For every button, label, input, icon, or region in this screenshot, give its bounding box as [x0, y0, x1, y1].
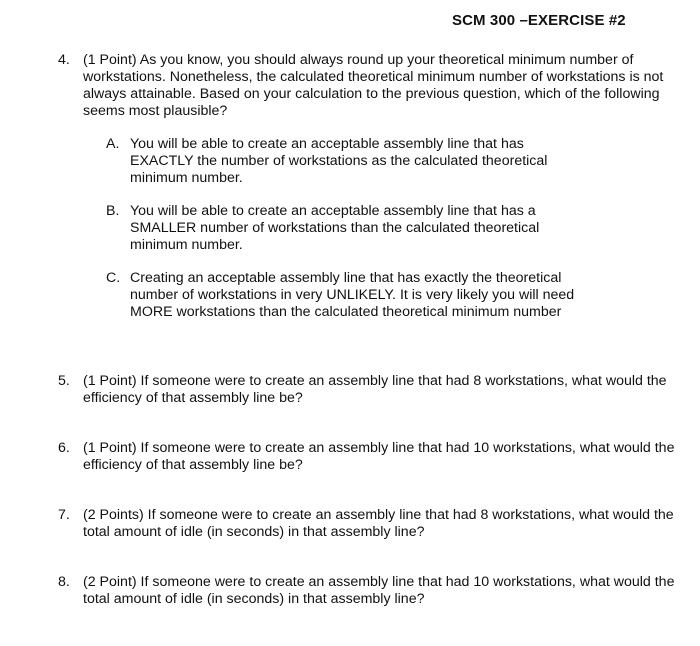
question-text: (1 Point) If someone were to create an assembly line that had 10 workstations, what would the efficiency of that assembly line be?: [83, 440, 675, 473]
question-text: (1 Point) If someone were to create an assembly line that had 8 workstations, what would the efficiency of that assembly line be?: [83, 373, 667, 406]
question-4: [58, 52, 678, 120]
question-number: 4.: [58, 52, 70, 68]
option-letter: C.: [106, 270, 121, 286]
question-text: (1 Point) As you know, you should always round up your theoretical minimum number of workstations. Nonetheless, the calculated theoretical minimum number of workstations is not always attainable. Based on your calculation to the previous question, which of the following seems most plausible?: [83, 52, 664, 119]
question-6: [58, 440, 678, 474]
question-8: [58, 574, 678, 608]
question-number: 8.: [58, 574, 70, 590]
question-text: (2 Point) If someone were to create an assembly line that had 10 workstations, what would the total amount of idle (in seconds) in that assembly line?: [83, 574, 675, 607]
option-letter: B.: [106, 203, 120, 219]
question-number: 5.: [58, 373, 70, 389]
option-b: [106, 203, 586, 254]
option-letter: A.: [106, 136, 120, 152]
option-c: [106, 270, 586, 321]
question-5: [58, 373, 678, 407]
question-number: 6.: [58, 440, 70, 456]
option-a: [106, 136, 586, 187]
option-text: You will be able to create an acceptable assembly line that has EXACTLY the number of workstations as the calculated theoretical minimum number.: [130, 136, 548, 186]
question-7: [58, 507, 678, 541]
page-title: SCM 300 –EXERCISE #2: [452, 12, 626, 29]
question-number: 7.: [58, 507, 70, 523]
option-text: You will be able to create an acceptable assembly line that has a SMALLER number of workstations than the calculated theoretical minimum number.: [130, 203, 540, 253]
option-text: Creating an acceptable assembly line that has exactly the theoretical number of workstations in very UNLIKELY. It is very likely you will need MORE workstations than the calculated theoretical minimum number: [130, 270, 575, 320]
question-text: (2 Points) If someone were to create an assembly line that had 8 workstations, what would the total amount of idle (in seconds) in that assembly line?: [83, 507, 674, 540]
